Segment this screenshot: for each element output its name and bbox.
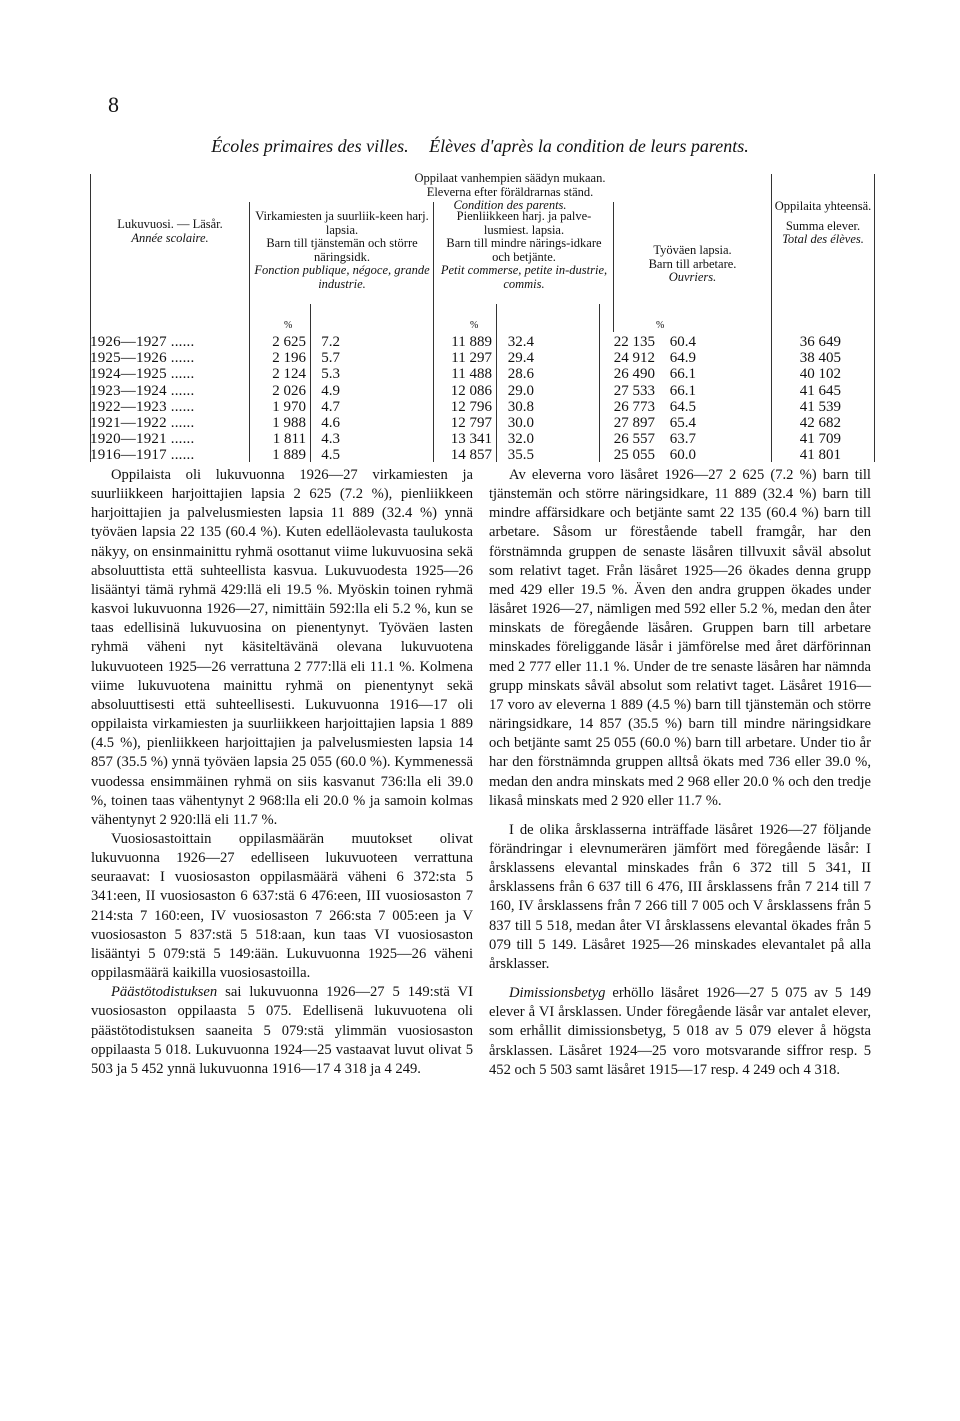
percent-sign-col3: % [656, 320, 665, 331]
table-cell-c2: 11 297 [451, 350, 492, 367]
swedish-text-column [489, 466, 871, 1080]
table-cell-c1: 2 026 [272, 382, 306, 399]
table-cell-c3: 22 135 [613, 334, 655, 350]
table-cell-c1: 2 124 [272, 366, 306, 383]
header-year-fr: Année scolaire. [131, 230, 209, 245]
table-cell-c2: 11 488 [451, 366, 492, 383]
table-cell-total: 36 649 [799, 334, 841, 350]
header-group [250, 172, 770, 213]
table-cell-c2: 13 341 [450, 431, 492, 448]
table-cell-year: 1916—1917 ...... [90, 447, 195, 464]
percent-sign-col1: % [284, 320, 293, 331]
table-cell-p3: 64.5 [669, 398, 696, 415]
table-cell-p1: 7.2 [321, 334, 340, 350]
table-cell-year: 1921—1922 ...... [90, 415, 195, 431]
table-cell-p1: 5.7 [321, 350, 340, 367]
table-cell-total: 41 539 [799, 398, 841, 415]
header-col1-fr: Fonction publique, négoce, grande industrie. [254, 263, 430, 291]
table-cell-c3: 26 773 [613, 398, 655, 415]
header-col2-fi: Pienliikkeen harj. ja palve-lusmiest. lapsia. [456, 209, 592, 237]
header-col3-fr: Ouvriers. [668, 270, 717, 284]
percent-sign-col2: % [470, 320, 479, 331]
table-cell-c1: 2 625 [272, 334, 306, 350]
header-group-fi: Oppilaat vanhempien säädyn mukaan. [414, 171, 606, 185]
header-col2-sv: Barn till mindre närings-idkare och betjänte. [446, 236, 602, 264]
table-cell-c3: 25 055 [613, 447, 655, 464]
table-cell-year: 1920—1921 ...... [90, 431, 195, 448]
table-cell-p3: 60.4 [669, 334, 696, 350]
table-cell-c2: 12 796 [450, 398, 492, 415]
header-year [92, 218, 248, 245]
table-cell-c1: 2 196 [272, 350, 306, 367]
header-col1-fi: Virkamiesten ja suurliik-keen harj. lapsia. [255, 209, 429, 237]
finnish-paragraph-3 [91, 983, 473, 1079]
header-group-fr: Condition des parents. [453, 198, 567, 212]
table-cell-total: 41 801 [799, 447, 841, 464]
swedish-paragraph-3 [489, 984, 871, 1080]
table-cell-c1: 1 970 [272, 398, 306, 415]
table-cell-p2: 32.0 [507, 431, 534, 448]
table-cell-p2: 28.6 [507, 366, 534, 383]
table-cell-total: 40 102 [799, 366, 841, 383]
table-cell-c1: 1 988 [272, 415, 306, 431]
table-cell-c1: 1 889 [272, 447, 306, 464]
table-cell-p2: 35.5 [507, 447, 534, 464]
table-row [88, 447, 876, 466]
table-cell-c3: 26 490 [613, 366, 655, 383]
table-cell-year: 1926—1927 ...... [90, 334, 195, 350]
table-cell-p3: 63.7 [669, 431, 696, 448]
swedish-paragraph-3-rest: erhöllo läsåret 1926—27 5 075 av 5 149 elever å VI årsklassen. Under föregående läsår var antalet elever, som erhållit dimissionsbetyg, 5 018 av 5 079 elever å högsta årsklassen. Läsåret 1924—25 voro motsvarande siffror resp. 5 452 och 5 503 samt läsåret 1915—17 resp. 4 249 och 4 318. [489, 985, 871, 1078]
finnish-paragraph-1: Oppilaista oli lukuvuonna 1926—27 virkamiesten ja suurliikkeen harjoittajien lapsia 2 625 (7.2 %), pienliikkeen harjoittajien ja palvelusmiesten lapsia 11 889 (32.4 %) ynnä työväen lapsia 22 135 (60.4 %). Kuten edelläolevasta taulukosta näkyy, on ensinmainittu ryhmä osottanut viime lukuvuosina sekä absoluuttista että suhteellista kasvua. Lukuvuodesta 1925—26 lisääntyi tämä ryhmä 429:llä eli 19.5 %. Myöskin toinen ryhmä kasvoi lukuvuonna 1926—27, nimittäin 592:lla eli 5.2 %, kun se taas edellisinä lukuvuosina on pienentynyt. Työväen lasten ryhmä väheni nyt käsiteltävänä olevana lukuvuotena lukuvuoteen 1925—26 verrattuna 2 777:llä eli 11.1 %. Kolmena viime lukuvuotena mainittu ryhmä on pienentynyt sekä absoluuttisesti että suhteellisesti. Lukuvuonna 1916—17 oli oppilaista virkamiesten ja suurliikkeen harjoittajien lapsia 1 889 (4.5 %), pienliikkeen harjoittajien ja palvelusmiesten lapsia 14 857 (35.5 %) ynnä työväen lapsia 25 055 (60.0 %). Kymmenessä vuodessa ensimmäinen ryhmä on siis kasvanut 736:lla eli 39.0 %, toinen taas vähentynyt 2 968:lla eli 20.0 % ja samoin kolmas vähentynyt 2 920:llä eli 11.7 %. [91, 467, 473, 828]
header-col3 [615, 244, 770, 285]
swedish-paragraph-2: I de olika årsklasserna inträffade läsåret 1926—27 följande förändringar i elevnumerären jämfört med föregående läsår: I årsklassens elevantal minskades från 6 372 till 5 341, II årsklassens från 6 637 till 6 476, III årsklassens från 7 214 till 7 160, IV årsklassens från 7 266 till 7 005 och V årsklassens från 5 837 till 5 518, medan åter VI årsklassens elevantal ökades från 5 079 till 5 149. Läsåret 1925—26 minskades elevantalet på alla årsklasser. [489, 821, 871, 972]
finnish-paragraph-3-rest: sai lukuvuonna 1926—27 5 149:stä VI vuosiosaston oppilaasta 5 075. Edellisenä lukuvuotena oli päästötodistuksen saaneita 5 079:stä ylimmän vuosiosaston oppilaasta 5 018. Lukuvuonna 1924—25 vastaavat luvut olivat 5 503 ja 5 452 ynnä lukuvuonna 1916—17 4 318 ja 4 249. [91, 984, 473, 1077]
table-cell-p1: 4.5 [321, 447, 340, 464]
finnish-text-column [91, 466, 473, 1079]
header-year-fi: Lukuvuosi. — Läsår. [117, 217, 223, 231]
table-cell-p1: 4.3 [321, 431, 340, 448]
page-title [0, 136, 960, 157]
table-cell-c2: 12 797 [450, 415, 492, 431]
table-cell-year: 1925—1926 ...... [90, 350, 195, 367]
table-cell-p3: 60.0 [669, 447, 696, 464]
table-cell-year: 1923—1924 ...... [90, 382, 195, 399]
table-cell-p3: 66.1 [669, 382, 696, 399]
header-col2 [436, 210, 612, 291]
table-cell-p2: 32.4 [507, 334, 534, 350]
table-cell-p2: 29.4 [507, 350, 534, 367]
table-cell-c2: 11 889 [451, 334, 492, 350]
table-cell-p2: 29.0 [507, 382, 534, 399]
title-part-1: Écoles primaires des villes. [211, 136, 409, 156]
table-cell-total: 41 645 [799, 382, 841, 399]
header-col3-sv: Barn till arbetare. [648, 256, 737, 271]
table-cell-p1: 4.9 [321, 382, 340, 399]
page-number: 8 [108, 92, 119, 117]
table-cell-year: 1922—1923 ...... [90, 398, 195, 415]
finnish-paragraph-2: Vuosiosastoittain oppilasmäärän muutokset olivat lukuvuonna 1926—27 edelliseen lukuvuoteen verrattuna seuraavat: I vuosiosaston oppilasmäärä väheni 6 372:sta 5 341:een, II vuosiosaston 6 637:stä 6 476:een, III vuosiosaston 7 214:sta 7 160:een, IV vuosiosaston 7 266:sta 7 005:een ja V vuosiosaston 5 837:stä 5 518:aan, kun taas VI vuosiosaston lisääntyi 5 079:stä 5 149:ään. Lukuvuonna 1925—26 väheni oppilasmäärä kaikilla vuosiosastoilla. [91, 830, 473, 982]
table-cell-p2: 30.8 [507, 398, 534, 415]
table-cell-p1: 5.3 [321, 366, 340, 383]
table-cell-c3: 27 897 [613, 415, 655, 431]
header-total-fr: Total des élèves. [782, 232, 864, 246]
table-cell-p3: 65.4 [669, 415, 696, 431]
table-cell-total: 41 709 [799, 431, 841, 448]
header-col1 [254, 210, 430, 291]
table-cell-c3: 26 557 [613, 431, 655, 448]
table-cell-p1: 4.7 [321, 398, 340, 415]
table-cell-year: 1924—1925 ...... [90, 366, 195, 383]
header-col1-sv: Barn till tjänstemän och större näringsidk. [266, 236, 418, 264]
header-total [773, 200, 873, 247]
table-cell-c3: 24 912 [613, 350, 655, 367]
finnish-paragraph-3-italic: Päästötodistuksen [111, 984, 218, 1001]
table-cell-p1: 4.6 [321, 415, 340, 431]
table-cell-p2: 30.0 [507, 415, 534, 431]
header-group-sv: Eleverna efter föräldrarnas ständ. [426, 184, 594, 199]
header-total-fi: Oppilaita yhteensä. [774, 199, 872, 213]
table-cell-c1: 1 811 [272, 431, 306, 448]
swedish-paragraph-1: Av eleverna voro läsåret 1926—27 2 625 (7.2 %) barn till tjänstemän och större näringsidkare, 11 889 (32.4 %) barn till mindre affärsidkare och betjänte samt 22 135 (60.4 %) barn till arbetare. Såsom ur förestående tabell framgår, har den förstnämnda gruppen de senaste läsåren tillvuxit såväl absolut som relativt taget. Från läsåret 1925—26 ökades denna grupp med 429 eller 19.5 %. Även den andra gruppen ökades under läsåret 1926—27, nämligen med 592 eller 5.2 %, medan den åter minskats de föregående läsåren. Gruppen barn till arbetare minskades föreliggande läsår i jämförelse med året därförinnan med 2 777 eller 11.1 %. Under de tre senaste läsåren har nämnda grupp minskats såväl absolut som relativt taget. Läsåret 1916—17 voro av eleverna 1 889 (4.5 %) barn till tjänstemän och större näringsidkare, 14 857 (35.5 %) barn till mindre näringsidkare och betjänte samt 25 055 (60.0 %) barn till arbetare. Under tio år har den förstnämnda gruppen alltså ökats med 736 eller 39.0 %, medan den andra minskats med 2 968 eller 20.0 % och den tredje likaså minskats med 2 920 eller 11.7 %. [489, 467, 871, 809]
table-cell-p3: 66.1 [669, 366, 696, 383]
table-cell-total: 42 682 [799, 415, 841, 431]
table-cell-c2: 14 857 [450, 447, 492, 464]
table-cell-c2: 12 086 [450, 382, 492, 399]
table-cell-p3: 64.9 [669, 350, 696, 367]
table-cell-c3: 27 533 [613, 382, 655, 399]
statistics-table [88, 172, 876, 464]
title-part-2: Élèves d'après la condition de leurs parents. [429, 136, 749, 156]
header-total-sv: Summa elever. [785, 218, 861, 233]
table-cell-total: 38 405 [799, 350, 841, 367]
header-col3-fi: Työväen lapsia. [653, 243, 732, 257]
header-col2-fr: Petit commerse, petite in-dustrie, commis. [440, 263, 608, 291]
swedish-paragraph-3-italic: Dimissionsbetyg [509, 985, 606, 1002]
